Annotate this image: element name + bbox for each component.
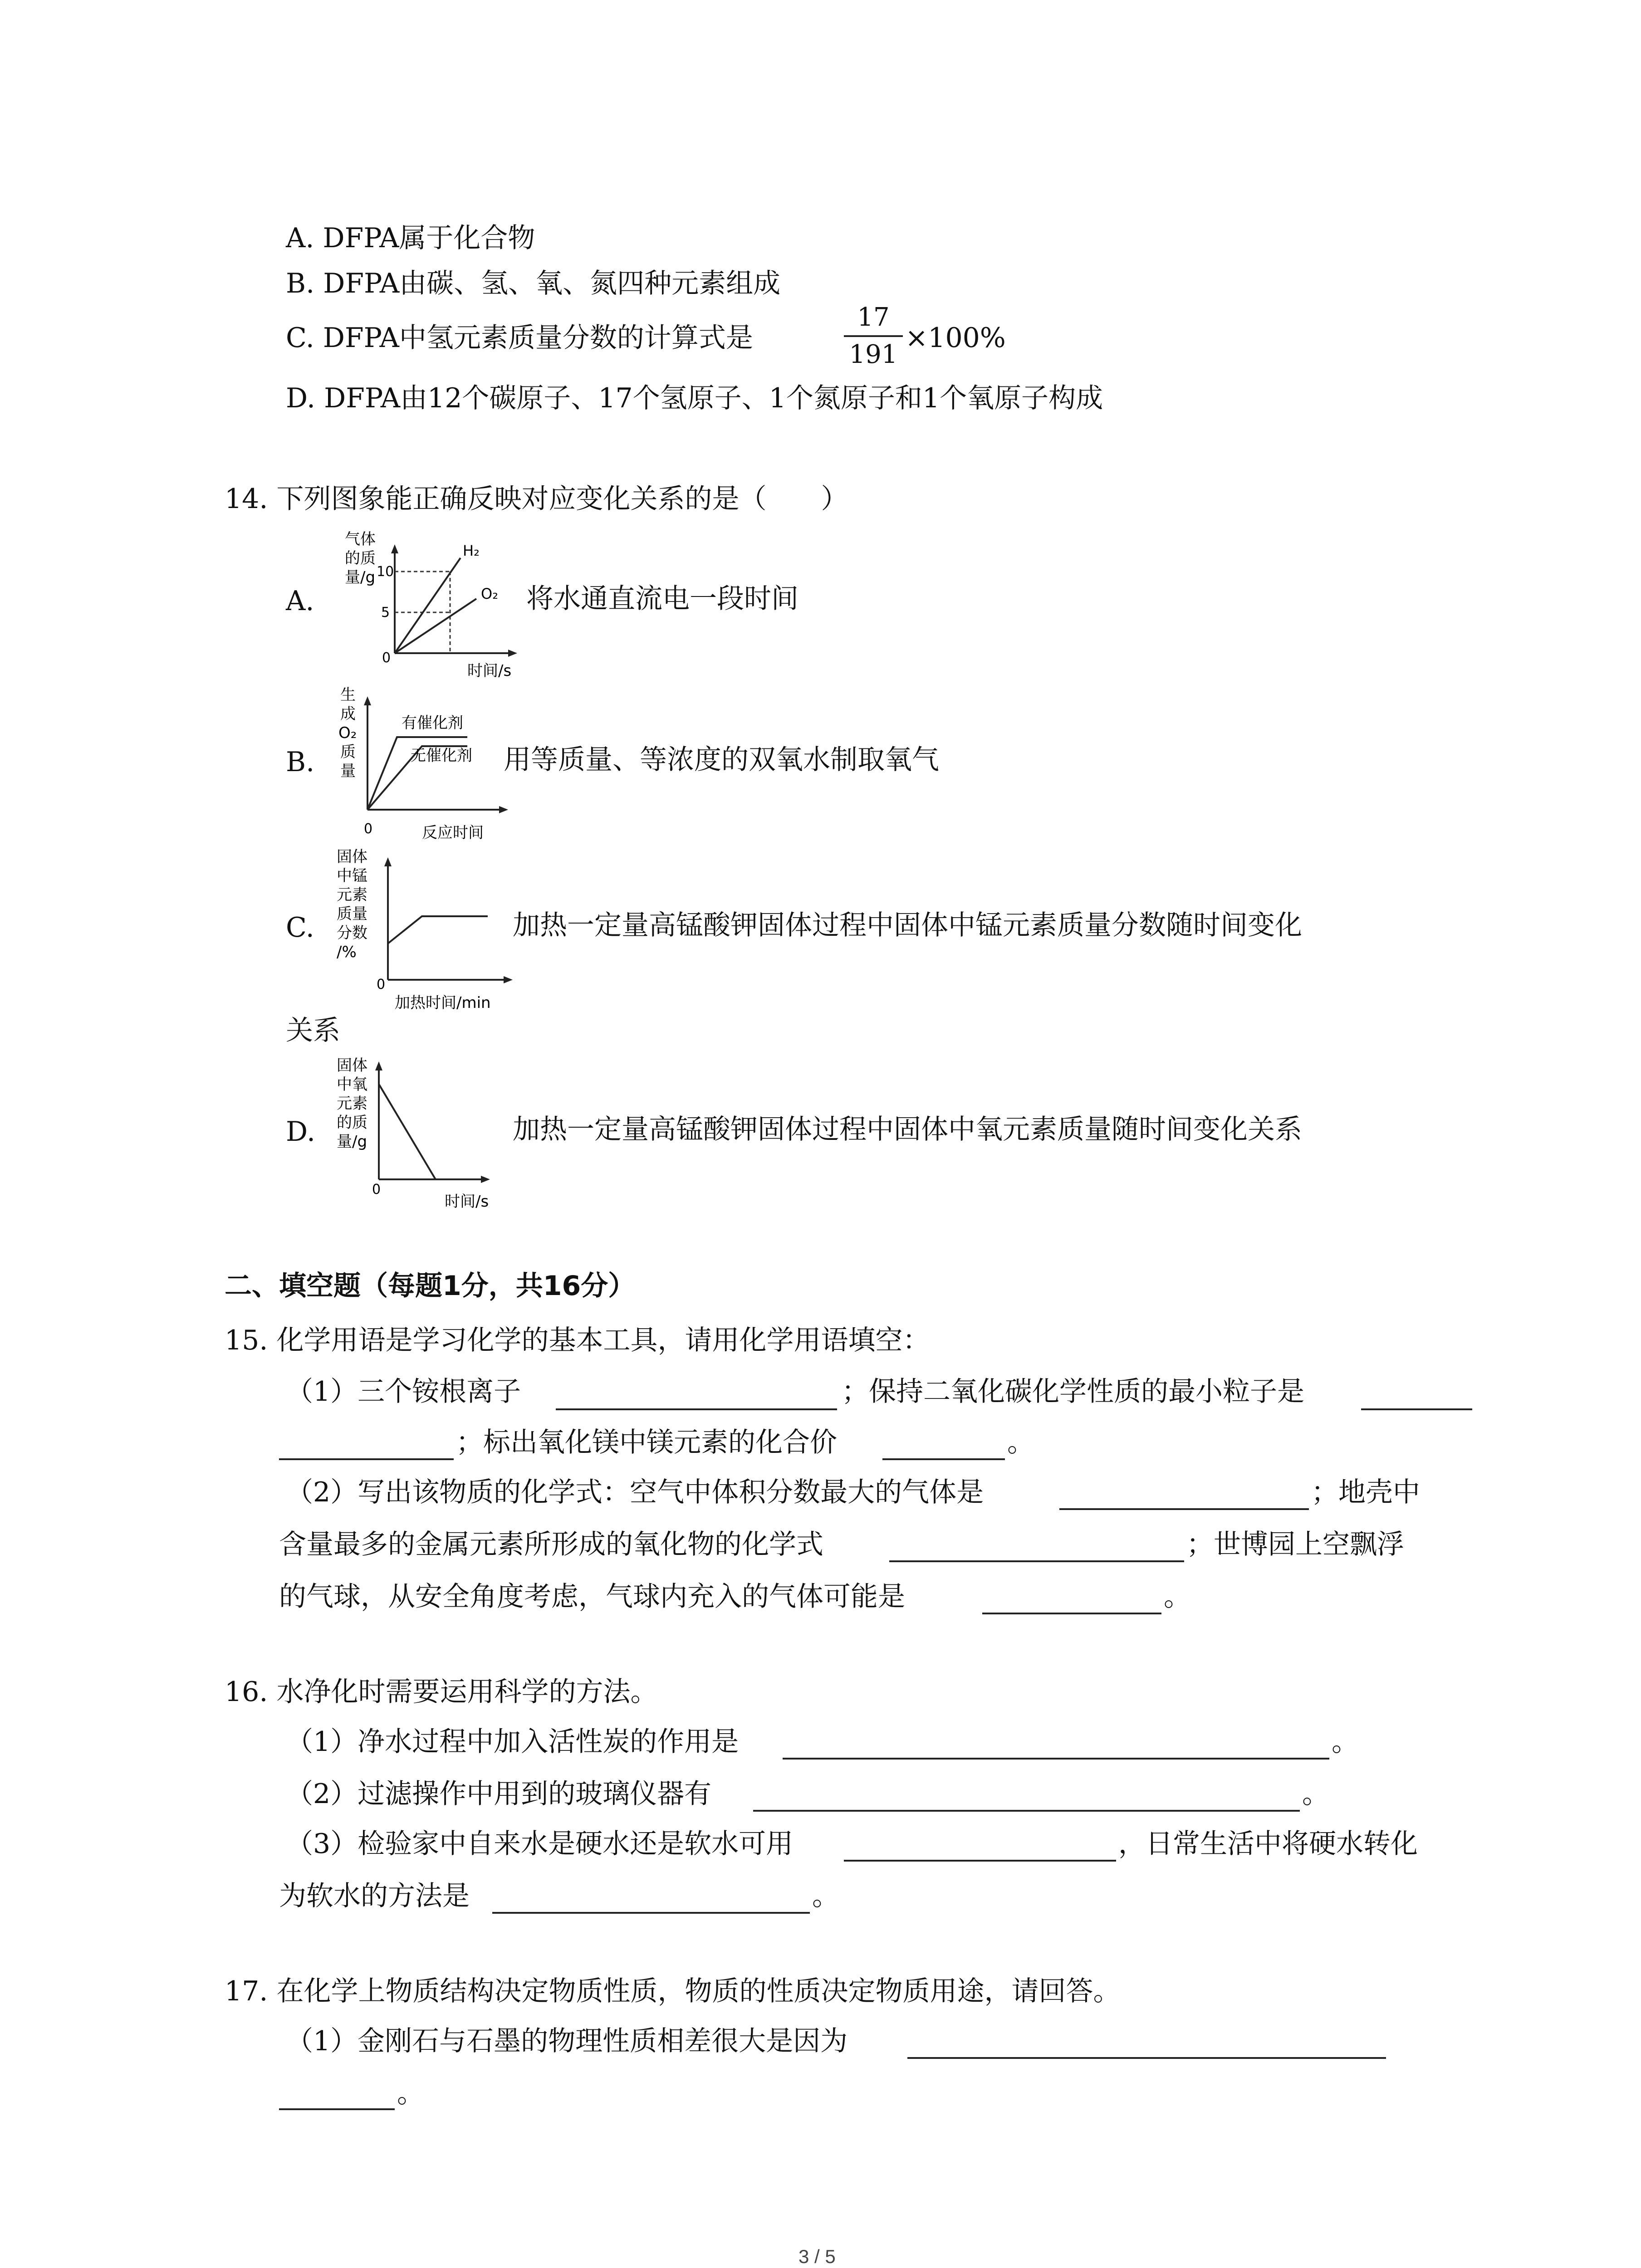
q16-part2-end: 。 (1302, 1778, 1329, 1810)
answer-blank[interactable] (907, 2057, 1386, 2059)
chart-d-ylabel-4: 的质 (337, 1114, 367, 1132)
chart-d-ylabel-1: 固体 (337, 1056, 367, 1075)
fraction-denominator: 191 (849, 340, 898, 369)
chart-d-ylabel-5: 量/g (337, 1133, 367, 1151)
q15-part2-a: （2）写出该物质的化学式：空气中体积分数最大的气体是 (286, 1476, 984, 1508)
answer-blank[interactable] (889, 1560, 1184, 1562)
chart-b-ylabel-5: 量 (340, 762, 356, 780)
chart-b-series-catalyst: 有催化剂 (402, 714, 463, 732)
q15-part2-b: ；地壳中 (1311, 1476, 1420, 1508)
chart-d-origin: 0 (372, 1182, 381, 1198)
chart-c-xlabel: 加热时间/min (395, 994, 491, 1012)
q16-part1: （1）净水过程中加入活性炭的作用是 (286, 1726, 739, 1758)
q16-part3-b: ，日常生活中将硬水转化 (1118, 1828, 1418, 1860)
answer-blank[interactable] (556, 1408, 837, 1410)
answer-blank[interactable] (1059, 1508, 1309, 1510)
chart-c-ylabel-5: 分数 (337, 924, 367, 942)
q16-part3-end: 。 (812, 1880, 839, 1912)
page-number: 3 / 5 (798, 2246, 836, 2267)
fraction-numerator: 17 (857, 303, 890, 332)
q17-part1: （1）金刚石与石墨的物理性质相差很大是因为 (286, 2025, 848, 2057)
q13-option-c-text: C. DFPA中氢元素质量分数的计算式是 (286, 322, 753, 354)
chart-d-xlabel: 时间/s (445, 1193, 489, 1211)
chart-a-ylabel-3: 量/g (345, 568, 376, 587)
chart-a-xlabel: 时间/s (467, 662, 512, 680)
chart-c-ylabel-6: /% (337, 943, 357, 961)
answer-blank[interactable] (844, 1860, 1116, 1862)
chart-b-ylabel-1: 生 (340, 686, 356, 704)
q17-part1-end: 。 (397, 2077, 424, 2109)
chart-b-ylabel-3: O₂ (338, 724, 357, 742)
q14-option-c-text-cont: 关系 (286, 1015, 340, 1046)
q15-part1-a: （1）三个铵根离子 (286, 1376, 521, 1408)
q15-part2-e: 的气球，从安全角度考虑，气球内充入的气体可能是 (279, 1581, 905, 1613)
chart-c-ylabel-1: 固体 (337, 848, 367, 866)
chart-b-series-no-catalyst: 无催化剂 (411, 747, 472, 765)
q16-part3-a: （3）检验家中自来水是硬水还是软水可用 (286, 1828, 794, 1860)
q14-option-d-label: D. (286, 1116, 316, 1148)
chart-d-ylabel-3: 元素 (337, 1095, 367, 1113)
chart-c-ylabel-3: 元素 (337, 886, 367, 904)
q13-option-a: A. DFPA属于化合物 (286, 222, 535, 254)
q16-part3-c: 为软水的方法是 (279, 1880, 470, 1912)
q15-part1-b: ；保持二氧化碳化学性质的最小粒子是 (842, 1376, 1304, 1408)
q14-chart-a (331, 526, 531, 680)
chart-a-origin: 0 (382, 650, 391, 666)
answer-blank[interactable] (753, 1810, 1300, 1812)
q16-part2: （2）过滤操作中用到的玻璃仪器有 (286, 1778, 712, 1810)
q15-part1-c: ；标出氧化镁中镁元素的化合价 (456, 1427, 837, 1458)
answer-blank[interactable] (279, 2108, 395, 2110)
chart-a-tick-5: 5 (381, 605, 390, 621)
q14-option-c-label: C. (286, 912, 314, 943)
chart-b-ylabel-2: 成 (340, 705, 356, 723)
q15-part1-d: 。 (1007, 1427, 1034, 1458)
q13-option-b: B. DFPA由碳、氢、氧、氮四种元素组成 (286, 268, 781, 299)
answer-blank[interactable] (982, 1613, 1161, 1614)
q14-option-a-text: 将水通直流电一段时间 (526, 583, 798, 615)
answer-blank[interactable] (492, 1912, 810, 1914)
section-title: 二、填空题（每题1分，共16分） (225, 1270, 636, 1302)
q16-part1-end: 。 (1332, 1726, 1359, 1758)
q14-option-a-label: A. (286, 585, 314, 617)
chart-a-series-h2: H₂ (463, 542, 480, 559)
q14-option-d-text: 加热一定量高锰酸钾固体过程中固体中氧元素质量随时间变化关系 (513, 1114, 1302, 1145)
answer-blank[interactable] (882, 1458, 1005, 1460)
chart-a-series-o2: O₂ (481, 585, 499, 602)
q15-stem: 15. 化学用语是学习化学的基本工具，请用化学用语填空： (225, 1325, 930, 1356)
q14-stem: 14. 下列图象能正确反映对应变化关系的是（ ） (225, 483, 848, 515)
q14-chart-d (331, 1052, 522, 1216)
chart-c-origin: 0 (377, 977, 386, 992)
q14-option-b-label: B. (286, 746, 315, 778)
answer-blank[interactable] (1361, 1408, 1472, 1410)
q15-part2-d: ；世博园上空飘浮 (1186, 1529, 1404, 1560)
chart-c-line (388, 916, 488, 943)
chart-a-ylabel-2: 的质 (345, 549, 376, 567)
chart-a-ylabel-1: 气体 (345, 530, 376, 548)
chart-b-origin: 0 (364, 821, 373, 837)
q14-option-b-text: 用等质量、等浓度的双氧水制取氧气 (504, 744, 939, 776)
q16-stem: 16. 水净化时需要运用科学的方法。 (225, 1676, 658, 1708)
q13-option-c-suffix: ×100% (905, 322, 1006, 354)
chart-c-ylabel-2: 中锰 (337, 867, 367, 885)
q13-option-d: D. DFPA由12个碳原子、17个氢原子、1个氮原子和1个氧原子构成 (286, 382, 1103, 414)
chart-c-ylabel-4: 质量 (337, 905, 367, 923)
answer-blank[interactable] (279, 1458, 454, 1460)
q14-chart-c (331, 844, 522, 1016)
q15-part2-f: 。 (1164, 1581, 1191, 1613)
q14-option-c-text: 加热一定量高锰酸钾固体过程中固体中锰元素质量分数随时间变化 (513, 909, 1302, 941)
q17-stem: 17. 在化学上物质结构决定物质性质，物质的性质决定物质用途，请回答。 (225, 1975, 1121, 2007)
chart-d-line (379, 1084, 436, 1179)
chart-a-line-o2 (395, 599, 476, 653)
fraction-bar (844, 335, 903, 337)
q15-part2-c: 含量最多的金属元素所形成的氧化物的化学式 (279, 1529, 823, 1560)
chart-b-ylabel-4: 质 (340, 743, 356, 761)
chart-b-xlabel: 反应时间 (422, 824, 484, 842)
answer-blank[interactable] (783, 1758, 1329, 1760)
chart-d-ylabel-2: 中氧 (337, 1075, 367, 1094)
q14-chart-b (331, 683, 522, 846)
chart-a-tick-10: 10 (377, 564, 394, 580)
